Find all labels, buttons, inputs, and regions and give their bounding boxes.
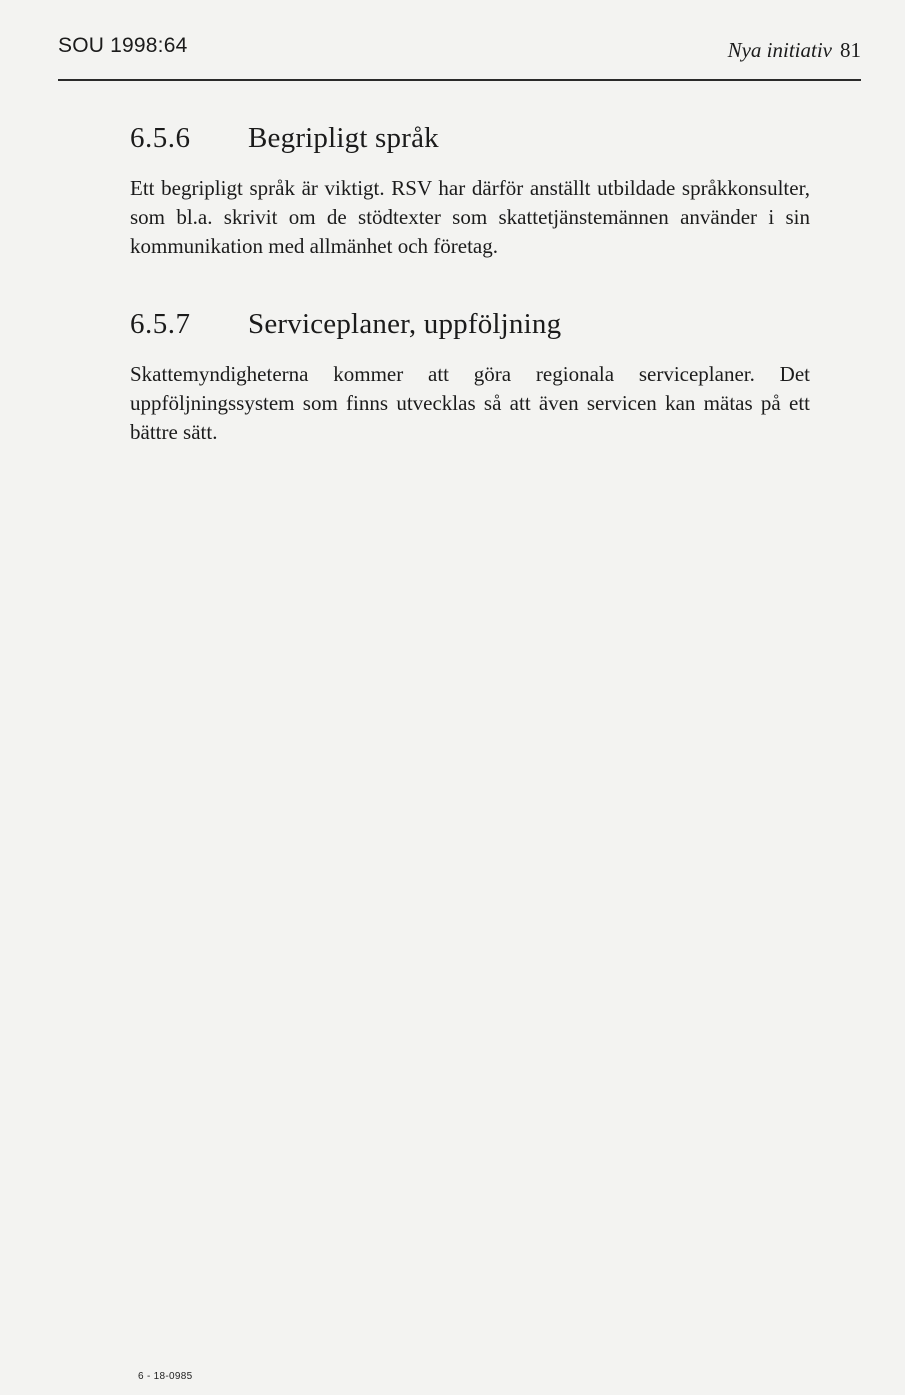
page-number: 81 xyxy=(840,38,861,62)
section-6-5-6 xyxy=(130,120,810,261)
header-rule xyxy=(58,79,861,81)
page-header xyxy=(58,34,861,78)
section-number: 6.5.7 xyxy=(130,308,191,340)
section-title: Begripligt språk xyxy=(248,122,439,154)
section-paragraph: Skattemyndigheterna kommer att göra regionala serviceplaner. Det uppföljningssystem som finns utvecklas så att även servicen kan mätas på ett bättre sätt. xyxy=(130,362,810,444)
section-heading xyxy=(130,306,810,342)
section-heading xyxy=(130,120,810,156)
section-paragraph: Ett begripligt språk är viktigt. RSV har därför anställt utbildade språkkonsulter, som bl.a. skrivit om de stödtexter som skattetjänstemännen använder i sin kommunikation med allmänhet och företag. xyxy=(130,176,810,258)
series-label: SOU 1998:64 xyxy=(58,34,188,57)
running-title: Nya initiativ xyxy=(727,38,832,62)
section-6-5-7 xyxy=(130,306,810,447)
section-title: Serviceplaner, uppföljning xyxy=(248,308,562,340)
header-right xyxy=(728,38,861,63)
print-code: 6 - 18-0985 xyxy=(138,1371,193,1382)
section-number: 6.5.6 xyxy=(130,122,191,154)
